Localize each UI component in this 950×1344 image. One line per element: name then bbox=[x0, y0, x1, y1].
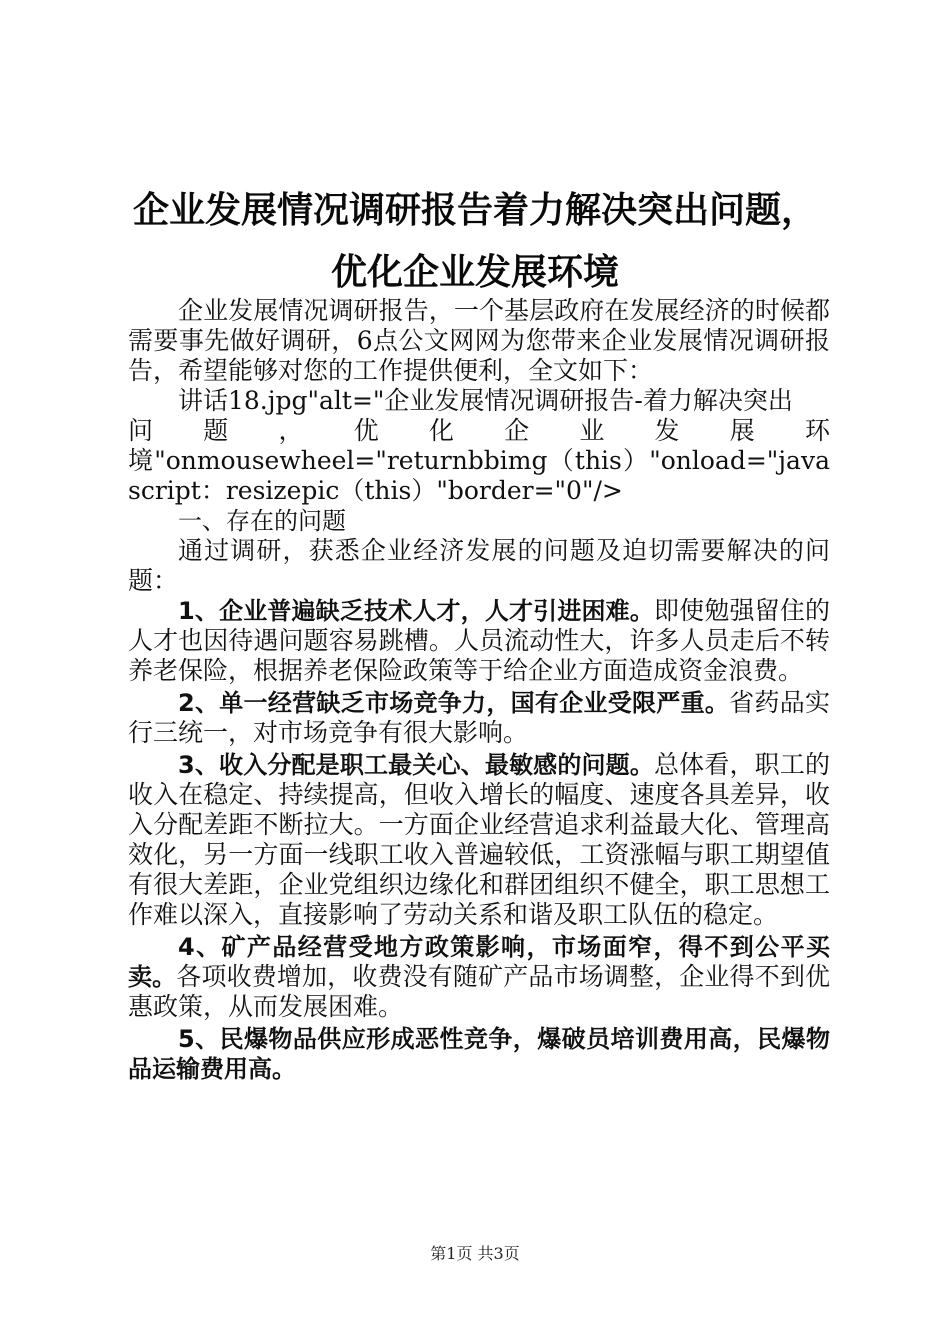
spread-char: ， bbox=[278, 416, 304, 445]
intro-paragraph: 企业发展情况调研报告，一个基层政府在发展经济的时候都需要事先做好调研，6点公文网网为您带来企业发展情况调研报告，希望能够对您的工作提供便利，全文如下： bbox=[128, 296, 830, 385]
issue-lead: 3、收入分配是职工最关心、最敏感的问题。 bbox=[178, 751, 654, 779]
section-intro: 通过调研，获悉企业经济发展的问题及迫切需要解决的问题： bbox=[128, 536, 830, 595]
spread-char: 环 bbox=[804, 416, 830, 445]
image-code-line: 讲话18.jpg"alt="企业发展情况调研报告-着力解决突出 bbox=[178, 386, 793, 415]
spread-char: 化 bbox=[428, 416, 454, 445]
issue-item bbox=[128, 932, 830, 1022]
issue-item bbox=[128, 750, 830, 930]
issue-lead: 5、民爆物品供应形成恶性竞争，爆破员培训费用高，民爆物品运输费用高。 bbox=[128, 1025, 830, 1083]
spread-char: 优 bbox=[353, 416, 379, 445]
spread-char: 企 bbox=[504, 416, 530, 445]
spread-char: 题 bbox=[203, 416, 229, 445]
issue-text: 总体看，职工的收入在稳定、持续提高，但收入增长的幅度、速度各具差异，收入分配差距不断拉大。一方面企业经营追求利益最大化、管理高效化，另一方面一线职工收入普遍较低，工资涨幅与职工期望值有很大差距，企业党组织边缘化和群团组织不健全，职工思想工作难以深入，直接影响了劳动关系和谐及职工队伍的稳定。 bbox=[128, 750, 830, 929]
issue-item bbox=[128, 596, 830, 686]
issue-lead: 1、企业普遍缺乏技术人才，人才引进困难。 bbox=[178, 597, 654, 625]
issue-text: 即使勉强留住的人才也因待遇问题容易跳槽。人员流动性大，许多人员走后不转养老保险，根据养老保险政策等于给企业方面造成资金浪费。 bbox=[128, 596, 830, 685]
issue-text: 各项收费增加，收费没有随矿产品市场调整，企业得不到优惠政策，从而发展困难。 bbox=[128, 962, 830, 1021]
page-footer: 第1页 共3页 bbox=[430, 1244, 520, 1263]
document-title: 企业发展情况调研报告着力解决突出问题，优化企业发展环境 bbox=[132, 190, 817, 293]
image-code-spread-line bbox=[128, 416, 830, 446]
spread-char: 业 bbox=[579, 416, 605, 445]
issue-lead: 2、单一经营缺乏市场竞争力，国有企业受限严重。 bbox=[178, 689, 730, 717]
spread-char: 问 bbox=[128, 416, 154, 445]
issue-item bbox=[128, 1024, 830, 1084]
issue-lead: 4、矿产品经营受地方政策影响，市场面窄，得不到公平买卖。 bbox=[128, 933, 830, 991]
section-heading: 一、存在的问题 bbox=[178, 507, 346, 535]
issue-text: 省药品实行三统一，对市场竞争有很大影响。 bbox=[128, 688, 830, 747]
spread-char: 发 bbox=[654, 416, 680, 445]
spread-char: 展 bbox=[729, 416, 755, 445]
document-body bbox=[128, 296, 830, 1084]
image-code-tail: 境"onmousewheel="returnbbimg（this）"onload="javascript：resizepic（this）"border="0"/> bbox=[128, 446, 830, 505]
issue-item bbox=[128, 688, 830, 748]
